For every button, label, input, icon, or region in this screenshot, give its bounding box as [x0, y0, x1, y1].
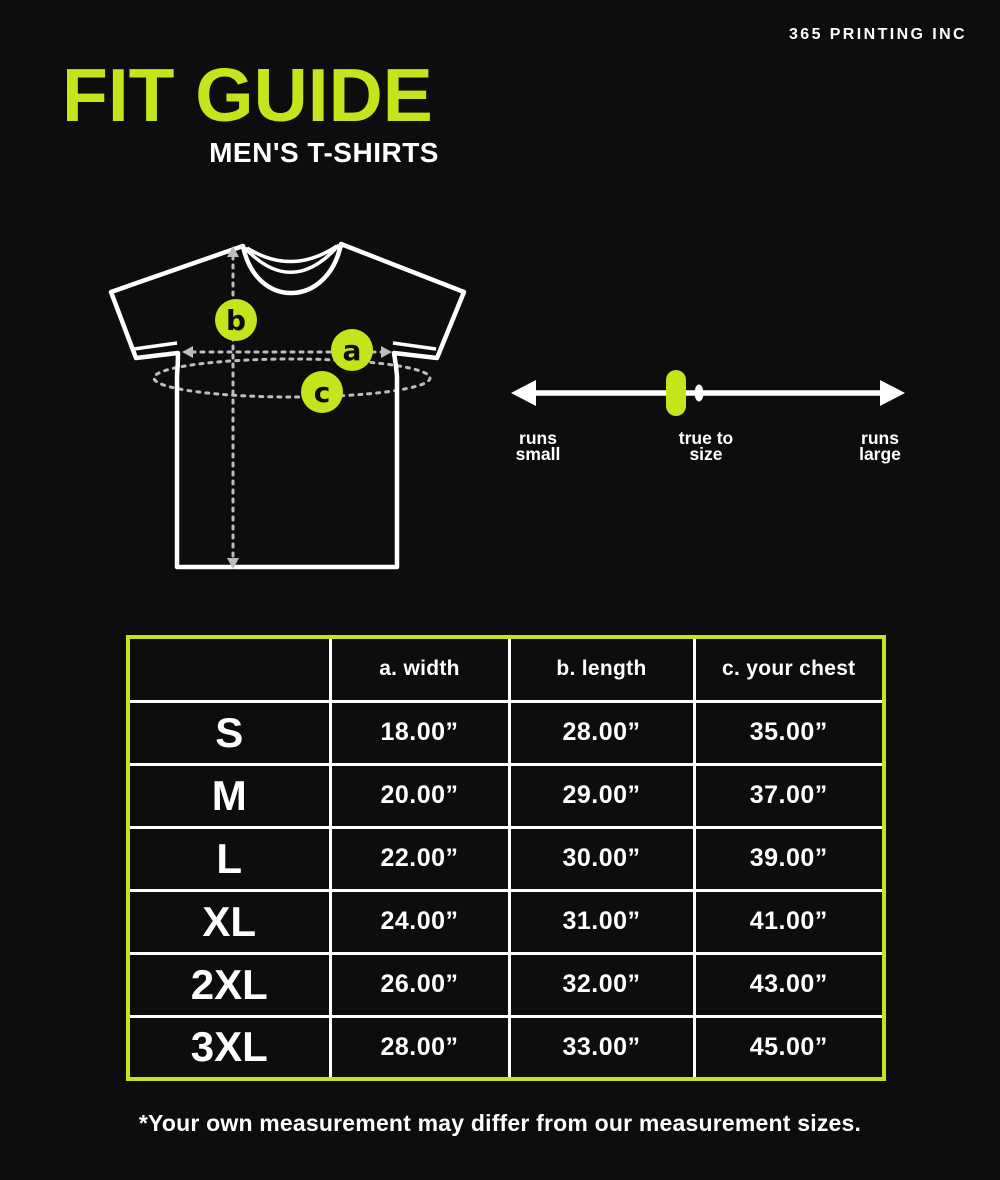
table-row	[128, 1016, 884, 1079]
right-cuff-line	[393, 343, 436, 349]
tshirt-outline	[111, 244, 464, 567]
table-row	[128, 764, 884, 827]
marker-b-label: b	[225, 304, 247, 337]
scale-arrow-left	[511, 380, 536, 406]
header-size	[128, 637, 330, 701]
chest-cell: 39.00”	[694, 827, 884, 890]
scale-label-line: large	[859, 443, 901, 464]
brand-text: 365 PRINTING INC	[789, 26, 967, 43]
scale-dot	[695, 385, 704, 402]
length-cell: 32.00”	[509, 953, 694, 1016]
marker-c	[301, 371, 343, 413]
size-cell: 3XL	[128, 1016, 330, 1079]
fit-scale	[498, 358, 918, 420]
width-cell: 26.00”	[330, 953, 509, 1016]
length-cell: 30.00”	[509, 827, 694, 890]
size-cell: L	[128, 827, 330, 890]
scale-label-runs-small	[473, 428, 603, 464]
header-length: b. length	[509, 637, 694, 701]
width-cell: 24.00”	[330, 890, 509, 953]
scale-label-line: runs	[519, 428, 557, 448]
width-cell: 22.00”	[330, 827, 509, 890]
scale-arrow-right	[880, 380, 905, 406]
tshirt-diagram	[100, 240, 470, 575]
table-header-row	[128, 637, 884, 701]
header-chest: c. your chest	[694, 637, 884, 701]
marker-a-label: a	[342, 334, 362, 367]
width-cell: 20.00”	[330, 764, 509, 827]
chest-ellipse-dotted	[154, 359, 430, 397]
scale-label-line: size	[689, 443, 723, 464]
scale-indicator	[666, 370, 686, 416]
length-cell: 31.00”	[509, 890, 694, 953]
chest-cell: 43.00”	[694, 953, 884, 1016]
footnote: *Your own measurement may differ from our measurement sizes.	[138, 1110, 862, 1136]
chest-cell: 37.00”	[694, 764, 884, 827]
table-row	[128, 827, 884, 890]
page-subtitle: MEN'S T-SHIRTS	[209, 136, 439, 168]
marker-c-label: c	[313, 376, 331, 409]
width-cell: 18.00”	[330, 701, 509, 764]
width-arrow-left	[182, 346, 193, 358]
width-cell: 28.00”	[330, 1016, 509, 1079]
title-block	[62, 53, 439, 169]
left-cuff-line	[134, 343, 177, 349]
table-row	[128, 701, 884, 764]
table-row	[128, 953, 884, 1016]
collar-arc-mid	[245, 245, 339, 272]
size-cell: 2XL	[128, 953, 330, 1016]
width-arrow-right	[381, 346, 392, 358]
marker-b	[215, 299, 257, 341]
page-title: FIT GUIDE	[62, 53, 433, 137]
size-cell: S	[128, 701, 330, 764]
chest-cell: 41.00”	[694, 890, 884, 953]
chest-cell: 45.00”	[694, 1016, 884, 1079]
scale-label-line: true to	[678, 428, 734, 448]
scale-label-line: runs	[861, 428, 899, 448]
length-cell: 28.00”	[509, 701, 694, 764]
scale-label-true-to-size	[641, 428, 771, 464]
marker-a	[331, 329, 373, 371]
size-table	[126, 635, 886, 1081]
size-cell: M	[128, 764, 330, 827]
length-cell: 29.00”	[509, 764, 694, 827]
chest-cell: 35.00”	[694, 701, 884, 764]
length-cell: 33.00”	[509, 1016, 694, 1079]
header-width: a. width	[330, 637, 509, 701]
scale-label-line: small	[515, 443, 561, 464]
scale-label-runs-large	[815, 428, 945, 464]
table-row	[128, 890, 884, 953]
size-cell: XL	[128, 890, 330, 953]
